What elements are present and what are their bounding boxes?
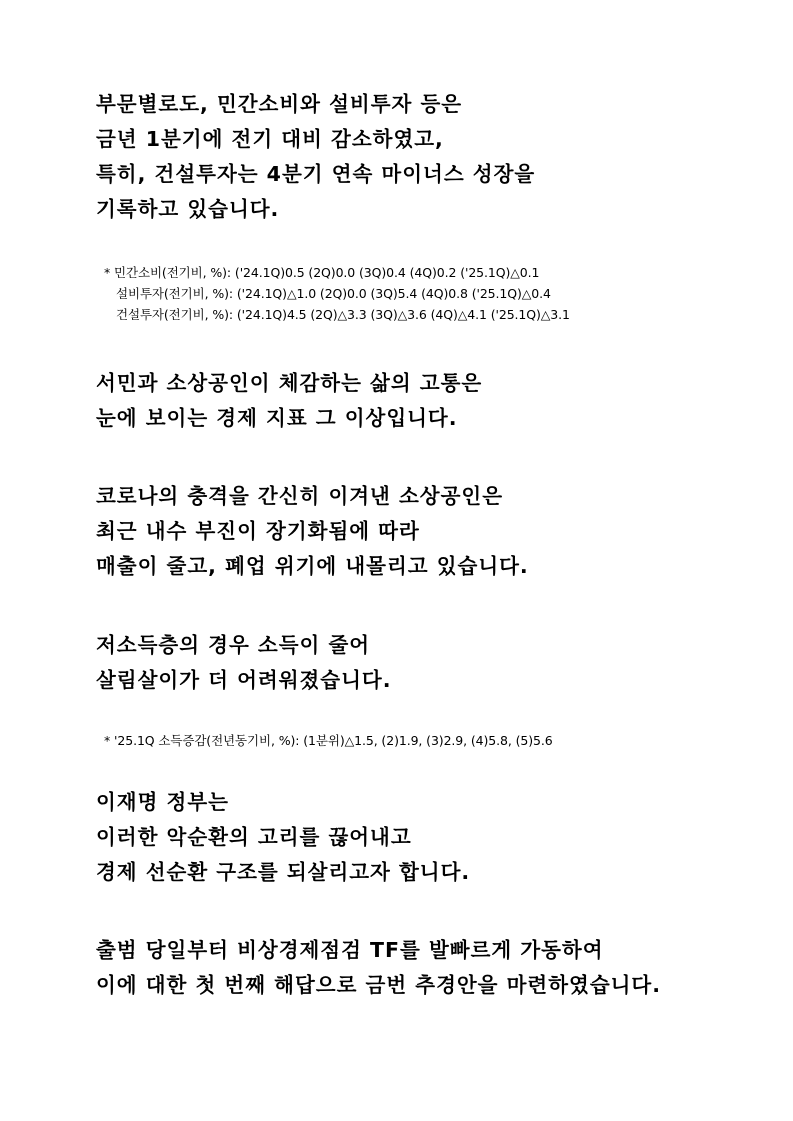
text-line: 부문별로도, 민간소비와 설비투자 등은 bbox=[96, 92, 463, 116]
text-line: 금년 1분기에 전기 대비 감소하였고, bbox=[96, 127, 444, 151]
text-line: 경제 선순환 구조를 되살리고자 합니다. bbox=[96, 860, 471, 884]
paragraph-government-plan bbox=[96, 785, 776, 890]
paragraph-sector-decline bbox=[96, 87, 776, 227]
paragraph-supplementary-budget bbox=[96, 933, 776, 1003]
text-line: 이러한 악순환의 고리를 끊어내고 bbox=[96, 825, 412, 849]
footnote-line: * 민간소비(전기비, %): ('24.1Q)0.5 (2Q)0.0 (3Q)0.4 (4Q)0.2 ('25.1Q)△0.1 bbox=[104, 265, 540, 280]
text-line: 기록하고 있습니다. bbox=[96, 197, 280, 221]
text-line: 이재명 정부는 bbox=[96, 790, 229, 814]
text-line: 서민과 소상공인이 체감하는 삶의 고통은 bbox=[96, 371, 483, 395]
text-line: 살림살이가 더 어려워졌습니다. bbox=[96, 668, 392, 692]
text-line: 눈에 보이는 경제 지표 그 이상입니다. bbox=[96, 406, 458, 430]
text-line: 매출이 줄고, 폐업 위기에 내몰리고 있습니다. bbox=[96, 554, 529, 578]
text-line: 이에 대한 첫 번째 해답으로 금번 추경안을 마련하였습니다. bbox=[96, 973, 662, 997]
footnote-line: 건설투자(전기비, %): ('24.1Q)4.5 (2Q)△3.3 (3Q)△3.6 (4Q)△4.1 ('25.1Q)△3.1 bbox=[116, 307, 570, 322]
text-line: 저소득층의 경우 소득이 줄어 bbox=[96, 633, 371, 657]
text-line: 코로나의 충격을 간신히 이겨낸 소상공인은 bbox=[96, 484, 504, 508]
text-line: 특히, 건설투자는 4분기 연속 마이너스 성장을 bbox=[96, 162, 536, 186]
text-line: 출범 당일부터 비상경제점검 TF를 발빠르게 가동하여 bbox=[96, 938, 604, 962]
paragraph-small-business bbox=[96, 479, 776, 584]
paragraph-low-income bbox=[96, 628, 776, 698]
paragraph-hardship bbox=[96, 366, 776, 436]
footnote-line: * '25.1Q 소득증감(전년동기비, %): (1분위)△1.5, (2)1.9, (3)2.9, (4)5.8, (5)5.6 bbox=[104, 733, 553, 748]
text-line: 최근 내수 부진이 장기화됨에 따라 bbox=[96, 519, 420, 543]
footnote-line: 설비투자(전기비, %): ('24.1Q)△1.0 (2Q)0.0 (3Q)5.4 (4Q)0.8 ('25.1Q)△0.4 bbox=[116, 286, 551, 301]
footnote-investment-stats bbox=[104, 262, 784, 325]
footnote-income-stats bbox=[104, 730, 784, 751]
